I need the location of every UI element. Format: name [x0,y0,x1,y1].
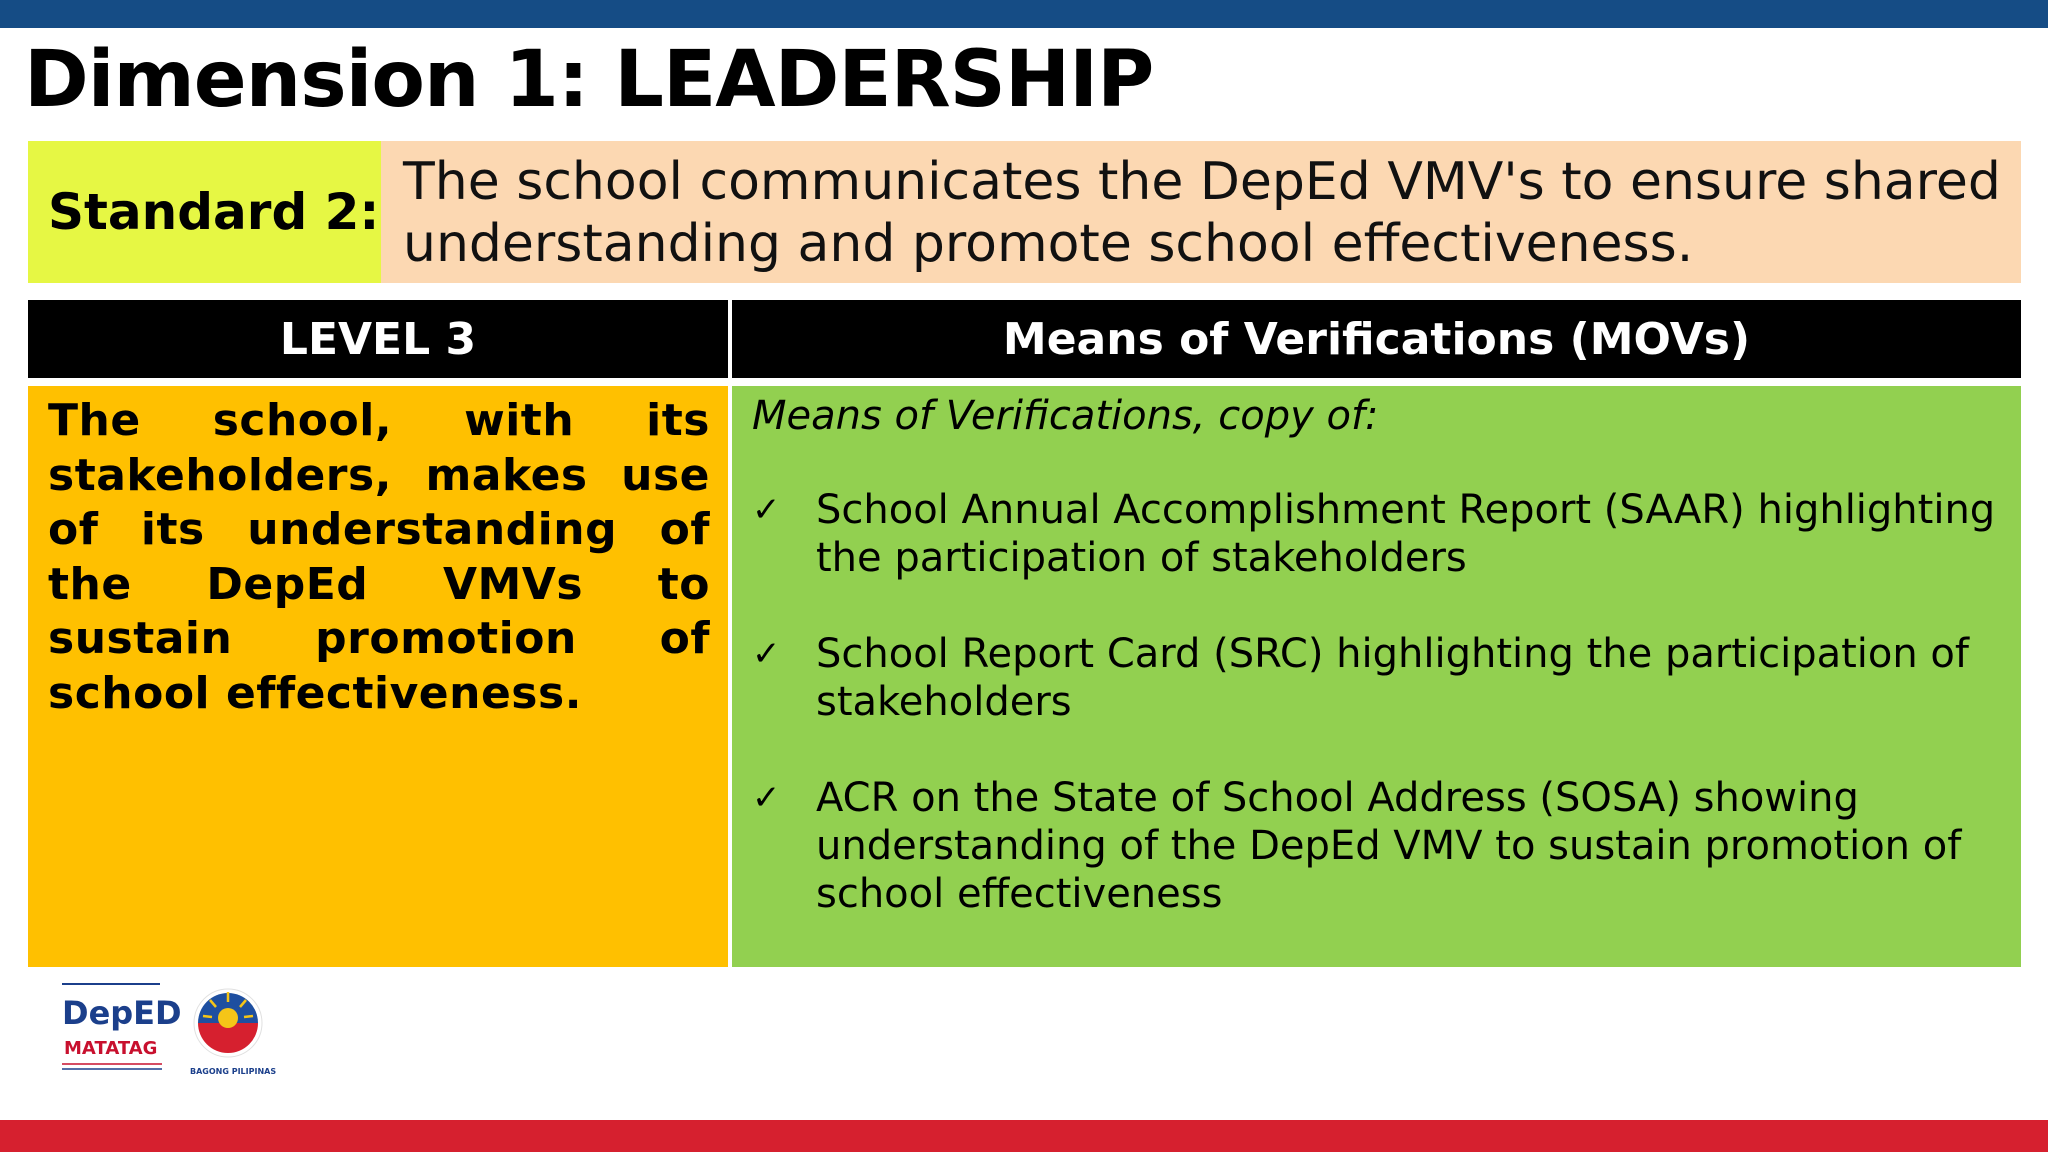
deped-logo-text: DepED [62,994,182,1032]
standard-label: Standard 2: [48,183,380,241]
slide-title: Dimension 1: LEADERSHIP [24,35,1154,125]
mov-item-text: ACR on the State of School Address (SOSA) showing understanding of the DepEd VMV to sustain promotion of school effectiveness [816,775,1962,917]
level-description: The school, with its stakeholders, makes use of its understanding of the DepEd VMVs to sustain promotion of school effectiveness. [48,395,710,719]
level-cell [28,386,728,967]
mov-item [752,774,2001,918]
mov-item-text: School Annual Accomplishment Report (SAAR) highlighting the participation of stakeholders [816,487,1996,581]
mov-intro: Means of Verifications, copy of: [752,393,1379,439]
mov-item [752,630,2001,726]
top-accent-bar [0,0,2048,28]
mov-cell [732,386,2021,967]
deped-matatag-logo [62,984,182,1069]
mov-header: Means of Verifications (MOVs) [732,300,2021,378]
standard-text: The school communicates the DepEd VMV's to ensure shared understanding and promote school effectiveness. [381,141,2021,283]
checkmark-icon: ✓ [752,634,781,674]
mov-item [752,486,2001,582]
checkmark-icon: ✓ [752,778,781,818]
deped-matatag-bagong-pilipinas-logos [58,978,298,1078]
bagong-pilipinas-logo [190,989,276,1076]
mov-list [752,486,2001,918]
bagong-pilipinas-text: BAGONG PILIPINAS [190,1067,277,1076]
standard-label-box [28,141,381,283]
matatag-logo-text: MATATAG [64,1038,158,1059]
level-header: LEVEL 3 [28,300,728,378]
checkmark-icon: ✓ [752,490,781,530]
mov-item-text: School Report Card (SRC) highlighting the participation of stakeholders [816,631,1969,725]
bottom-accent-bar [0,1120,2048,1152]
